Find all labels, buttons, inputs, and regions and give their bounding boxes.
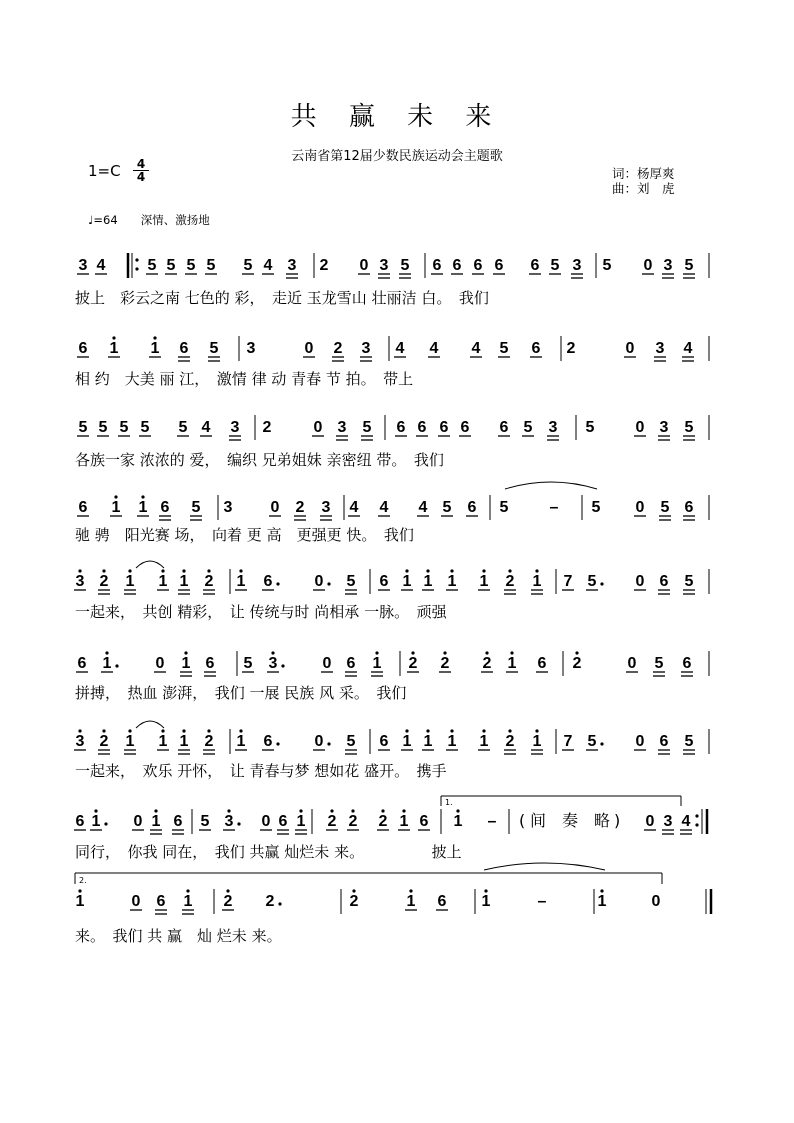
interlude-label: 间 奏 略 <box>530 811 611 830</box>
note: 1 <box>236 573 246 590</box>
octave-dot <box>105 651 108 654</box>
note: 5 <box>98 419 108 436</box>
note: 5 <box>362 419 372 436</box>
note: 0 <box>625 340 635 357</box>
note: 5 <box>206 257 216 274</box>
octave-dot <box>381 809 384 812</box>
note: 6 <box>346 655 356 672</box>
note: 6 <box>263 573 273 590</box>
octave-dot <box>186 889 189 892</box>
note: 6 <box>499 419 509 436</box>
octave-dot <box>352 889 355 892</box>
note: 5 <box>442 499 452 516</box>
note: 5 <box>654 655 664 672</box>
note: 0 <box>261 813 271 830</box>
note: 5 <box>684 419 694 436</box>
note: 5 <box>178 419 188 436</box>
octave-dot <box>510 651 513 654</box>
note: 1 <box>138 499 148 516</box>
note: 1 <box>597 893 607 910</box>
note: 2 <box>378 813 388 830</box>
octave-dot <box>154 809 157 812</box>
song-title: 共 赢 未 来 <box>290 102 504 132</box>
lyric-line: 各族一家 浓浓的 爱， 编织 兄弟姐妹 亲密纽 带。 我们 <box>75 451 444 469</box>
octave-dot <box>351 809 354 812</box>
note: 3 <box>337 419 347 436</box>
note: 1 <box>236 733 246 750</box>
note: 2 <box>440 655 450 672</box>
note: 6 <box>179 340 189 357</box>
slur <box>505 482 597 489</box>
note: 6 <box>531 340 541 357</box>
note: 3 <box>75 573 85 590</box>
octave-dot <box>78 889 81 892</box>
dash-mark: – <box>549 499 559 516</box>
note: 3 <box>268 655 278 672</box>
note: 0 <box>270 499 280 516</box>
volta-first-label: 1. <box>445 798 453 807</box>
note: 2 <box>333 340 343 357</box>
octave-dot <box>161 569 164 572</box>
octave-dot <box>600 889 603 892</box>
note: 0 <box>651 893 661 910</box>
note: 2 <box>204 573 214 590</box>
note: 1 <box>479 573 489 590</box>
octave-dot <box>128 569 131 572</box>
lyric-line: 一起来， 欢乐 开怀， 让 青春与梦 想如花 盛开。 携手 <box>75 762 447 780</box>
octave-dot <box>485 651 488 654</box>
note: 3 <box>548 419 558 436</box>
note: 0 <box>635 499 645 516</box>
note: 1 <box>296 813 306 830</box>
note: 1 <box>111 499 121 516</box>
note: 0 <box>314 573 324 590</box>
octave-dot <box>102 569 105 572</box>
octave-dot <box>207 569 210 572</box>
octave-dot <box>94 809 97 812</box>
dash-mark: – <box>487 813 497 830</box>
note: 4 <box>418 499 428 516</box>
note: 0 <box>635 733 645 750</box>
note: 2 <box>223 893 233 910</box>
lyric-line: 驰 骋 阳光赛 场， 向着 更 高 更强更 快。 我们 <box>75 526 414 544</box>
note: 2 <box>295 499 305 516</box>
octave-dot <box>78 729 81 732</box>
octave-dot <box>239 729 242 732</box>
note: 1 <box>125 733 135 750</box>
note: 4 <box>263 257 273 274</box>
octave-dot <box>456 809 459 812</box>
note: 0 <box>322 655 332 672</box>
note: 5 <box>587 573 597 590</box>
note: 1 <box>402 733 412 750</box>
note: 4 <box>96 257 106 274</box>
note: 1 <box>179 573 189 590</box>
octave-dot <box>375 651 378 654</box>
octave-dot <box>411 651 414 654</box>
note: 3 <box>287 257 297 274</box>
octave-dot <box>299 809 302 812</box>
dash-mark: – <box>537 893 547 910</box>
octave-dot <box>402 809 405 812</box>
note: 1 <box>406 893 416 910</box>
note: 5 <box>209 340 219 357</box>
octave-dot <box>482 569 485 572</box>
augmentation-dot <box>281 664 284 667</box>
octave-dot <box>426 729 429 732</box>
note: 1 <box>150 340 160 357</box>
note: 0 <box>643 257 653 274</box>
octave-dot <box>508 729 511 732</box>
lyric-line: 一起来， 共创 精彩， 让 传统与时 尚相承 一脉。 顽强 <box>75 603 447 621</box>
note: 0 <box>635 419 645 436</box>
note: 6 <box>75 813 85 830</box>
augmentation-dot <box>600 582 603 585</box>
slur <box>484 863 605 870</box>
note: 5 <box>602 257 612 274</box>
note: 6 <box>379 573 389 590</box>
note: 5 <box>166 257 176 274</box>
note: 6 <box>437 893 447 910</box>
volta-second-label: 2. <box>79 876 87 885</box>
augmentation-dot <box>276 742 279 745</box>
octave-dot <box>182 729 185 732</box>
octave-dot <box>227 809 230 812</box>
octave-dot <box>443 651 446 654</box>
note: 1 <box>481 893 491 910</box>
note: 1 <box>453 813 463 830</box>
note: 1 <box>399 813 409 830</box>
note: 6 <box>682 655 692 672</box>
augmentation-dot <box>278 902 281 905</box>
note: 0 <box>133 813 143 830</box>
note: 3 <box>246 340 256 357</box>
note: 2 <box>505 733 515 750</box>
note: 5 <box>684 257 694 274</box>
octave-dot <box>450 569 453 572</box>
note: 5 <box>550 257 560 274</box>
augmentation-dot <box>104 822 107 825</box>
note: 2 <box>99 573 109 590</box>
note: 1 <box>447 733 457 750</box>
note: 5 <box>147 257 157 274</box>
note: 1 <box>181 655 191 672</box>
note: 6 <box>156 893 166 910</box>
note: 0 <box>645 813 655 830</box>
note: 4 <box>395 340 405 357</box>
note: 3 <box>379 257 389 274</box>
octave-dot <box>128 729 131 732</box>
octave-dot <box>535 569 538 572</box>
note: 3 <box>663 813 673 830</box>
note: 7 <box>563 733 573 750</box>
note: 6 <box>396 419 406 436</box>
note: 1 <box>158 733 168 750</box>
octave-dot <box>575 651 578 654</box>
tempo-marking: ♩=64 深情、激扬地 <box>88 213 210 227</box>
note: 1 <box>507 655 517 672</box>
note: 3 <box>572 257 582 274</box>
octave-dot <box>330 809 333 812</box>
octave-dot <box>161 729 164 732</box>
note: 3 <box>223 499 233 516</box>
octave-dot <box>153 336 156 339</box>
note: 1 <box>179 733 189 750</box>
note: 5 <box>585 419 595 436</box>
octave-dot <box>405 729 408 732</box>
note: 3 <box>230 419 240 436</box>
note: 3 <box>224 813 234 830</box>
octave-dot <box>508 569 511 572</box>
note: 5 <box>684 573 694 590</box>
octave-dot <box>141 495 144 498</box>
note: 1 <box>479 733 489 750</box>
note: 6 <box>467 499 477 516</box>
note: 5 <box>499 499 509 516</box>
note: 1 <box>91 813 101 830</box>
note: 0 <box>627 655 637 672</box>
note: 3 <box>361 340 371 357</box>
note: 5 <box>191 499 201 516</box>
note: 4 <box>683 340 693 357</box>
lyric-line: 同行， 你我 同在， 我们 共赢 灿烂未 来。 披上 <box>75 843 462 861</box>
lyricist-credit: 词：杨厚爽 <box>612 166 675 181</box>
note: 5 <box>523 419 533 436</box>
octave-dot <box>271 651 274 654</box>
note: 6 <box>419 813 429 830</box>
octave-dot <box>239 569 242 572</box>
lyric-line: 相 约 大美 丽 江， 激情 律 动 青春 节 拍。 带上 <box>75 370 414 388</box>
note: 5 <box>591 499 601 516</box>
octave-dot <box>207 729 210 732</box>
note: 5 <box>346 733 356 750</box>
octave-dot <box>535 729 538 732</box>
note: 5 <box>400 257 410 274</box>
augmentation-dot <box>115 664 118 667</box>
composer-credit: 曲：刘 虎 <box>612 181 675 196</box>
octave-dot <box>226 889 229 892</box>
note: 5 <box>78 419 88 436</box>
song-subtitle: 云南省第12届少数民族运动会主题歌 <box>291 149 503 164</box>
repeat-dot <box>695 823 698 826</box>
note: 6 <box>460 419 470 436</box>
augmentation-dot <box>327 742 330 745</box>
note: 5 <box>140 419 150 436</box>
note: 5 <box>499 340 509 357</box>
note: 0 <box>313 419 323 436</box>
note: 6 <box>379 733 389 750</box>
note: 4 <box>349 499 359 516</box>
octave-dot <box>182 569 185 572</box>
note: 6 <box>432 257 442 274</box>
note: 0 <box>155 655 165 672</box>
note: 6 <box>78 499 88 516</box>
note: 6 <box>452 257 462 274</box>
note: 5 <box>200 813 210 830</box>
note: 0 <box>635 573 645 590</box>
note: 4 <box>429 340 439 357</box>
note: 6 <box>205 655 215 672</box>
note: 4 <box>681 813 691 830</box>
note: 7 <box>563 573 573 590</box>
note: 6 <box>530 257 540 274</box>
octave-dot <box>102 729 105 732</box>
note: 0 <box>359 257 369 274</box>
note: 3 <box>75 733 85 750</box>
lyric-line: 拼搏， 热血 澎湃， 我们 一展 民族 风 采。 我们 <box>75 684 407 702</box>
note: 6 <box>537 655 547 672</box>
lyric-line: 来。 我们 共 赢 灿 烂未 来。 <box>75 927 282 945</box>
note: 3 <box>655 340 665 357</box>
note: 1 <box>109 340 119 357</box>
slur <box>136 721 164 728</box>
note: 5 <box>186 257 196 274</box>
note: 1 <box>532 573 542 590</box>
note: 6 <box>473 257 483 274</box>
note: 5 <box>660 499 670 516</box>
note: 6 <box>494 257 504 274</box>
note: 2 <box>482 655 492 672</box>
note: 5 <box>243 655 253 672</box>
interlude-close-paren: ) <box>614 811 621 830</box>
time-signature-top: 4 <box>136 157 146 171</box>
note: 2 <box>319 257 329 274</box>
note: 5 <box>243 257 253 274</box>
octave-dot <box>78 569 81 572</box>
octave-dot <box>409 889 412 892</box>
note: 1 <box>447 573 457 590</box>
octave-dot <box>112 336 115 339</box>
note: 5 <box>119 419 129 436</box>
note: 1 <box>102 655 112 672</box>
note: 6 <box>659 573 669 590</box>
note: 5 <box>587 733 597 750</box>
note: 4 <box>201 419 211 436</box>
note: 6 <box>173 813 183 830</box>
note: 6 <box>160 499 170 516</box>
key-signature: 1=C <box>88 162 121 180</box>
note: 1 <box>125 573 135 590</box>
note: 5 <box>346 573 356 590</box>
octave-dot <box>426 569 429 572</box>
note: 6 <box>684 499 694 516</box>
note: 2 <box>349 893 359 910</box>
note: 3 <box>659 419 669 436</box>
note: 6 <box>278 813 288 830</box>
repeat-dot <box>695 814 698 817</box>
augmentation-dot <box>327 582 330 585</box>
note: 1 <box>151 813 161 830</box>
note: 0 <box>314 733 324 750</box>
interlude-open-paren: ( <box>519 811 526 830</box>
note: 1 <box>183 893 193 910</box>
note: 6 <box>263 733 273 750</box>
time-signature-bottom: 4 <box>133 170 149 183</box>
note: 3 <box>78 257 88 274</box>
note: 0 <box>304 340 314 357</box>
note: 1 <box>423 733 433 750</box>
note: 2 <box>265 893 275 910</box>
octave-dot <box>450 729 453 732</box>
note: 6 <box>77 655 87 672</box>
octave-dot <box>405 569 408 572</box>
note: 3 <box>663 257 673 274</box>
note: 6 <box>659 733 669 750</box>
repeat-dot <box>135 258 138 261</box>
note: 4 <box>471 340 481 357</box>
note: 1 <box>158 573 168 590</box>
lyric-line: 披上 彩云之南 七色的 彩， 走近 玉龙雪山 壮丽洁 白。 我们 <box>75 289 489 307</box>
note: 2 <box>348 813 358 830</box>
note: 1 <box>402 573 412 590</box>
note: 6 <box>417 419 427 436</box>
note: 4 <box>379 499 389 516</box>
octave-dot <box>482 729 485 732</box>
note: 6 <box>78 340 88 357</box>
note: 1 <box>75 893 85 910</box>
octave-dot <box>114 495 117 498</box>
note: 5 <box>684 733 694 750</box>
note: 1 <box>532 733 542 750</box>
repeat-dot <box>135 267 138 270</box>
note: 2 <box>505 573 515 590</box>
note: 2 <box>204 733 214 750</box>
note: 2 <box>99 733 109 750</box>
note: 3 <box>321 499 331 516</box>
note: 6 <box>439 419 449 436</box>
slur <box>136 561 164 568</box>
note: 0 <box>131 893 141 910</box>
note: 2 <box>262 419 272 436</box>
note: 2 <box>327 813 337 830</box>
note: 2 <box>572 655 582 672</box>
note: 1 <box>423 573 433 590</box>
octave-dot <box>184 651 187 654</box>
augmentation-dot <box>237 822 240 825</box>
note: 1 <box>372 655 382 672</box>
note: 2 <box>408 655 418 672</box>
octave-dot <box>484 889 487 892</box>
note: 2 <box>566 340 576 357</box>
augmentation-dot <box>276 582 279 585</box>
augmentation-dot <box>600 742 603 745</box>
